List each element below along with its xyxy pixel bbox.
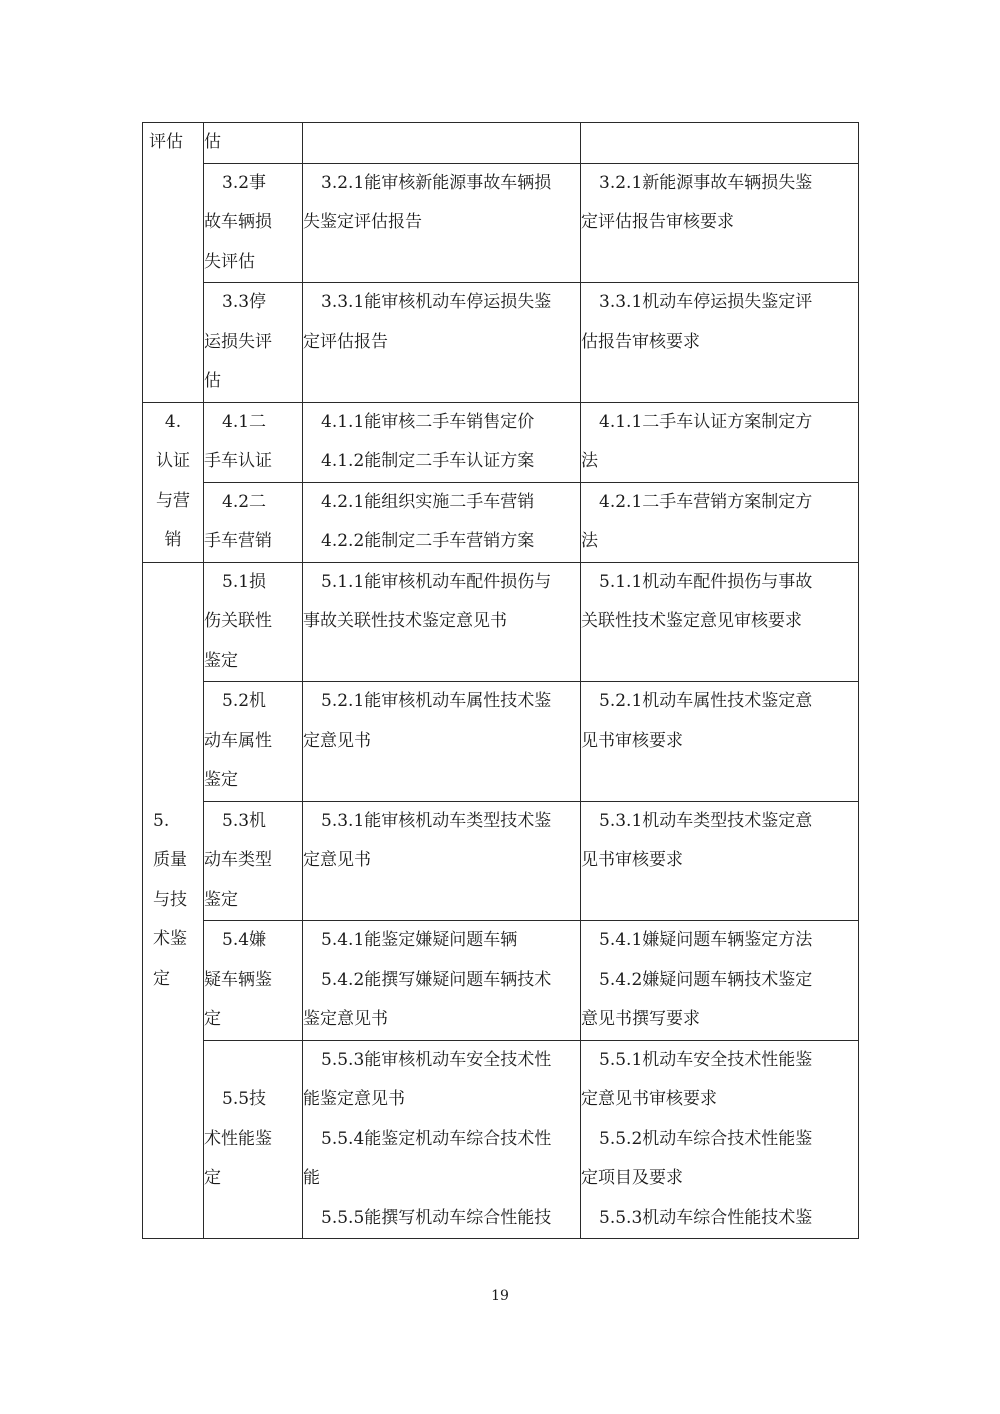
table-row <box>143 921 859 1041</box>
category-text: 认证 <box>156 451 190 471</box>
page-number: 19 <box>491 1288 509 1304</box>
unit-text: 运损失评 <box>204 331 272 352</box>
category-cell <box>143 123 204 403</box>
category-text: 销 <box>164 530 182 550</box>
ability-text: 定意见书 <box>303 730 371 751</box>
unit-text: 3.3停 <box>222 292 267 312</box>
unit-text: 4.2二 <box>222 491 267 512</box>
knowledge-cell <box>581 921 859 1041</box>
table-row <box>143 482 859 562</box>
knowledge-cell <box>581 682 859 802</box>
unit-cell <box>204 123 303 164</box>
unit-text: 疑车辆鉴 <box>204 969 272 990</box>
unit-cell <box>204 682 303 802</box>
table-row <box>143 163 859 283</box>
ability-text: 能鉴定意见书 <box>303 1089 405 1109</box>
ability-cell <box>303 402 581 482</box>
unit-text: 5.1损 <box>222 571 267 592</box>
unit-text: 鉴定 <box>204 650 238 671</box>
knowledge-text: 见书审核要求 <box>581 850 683 870</box>
ability-text: 4.2.2能制定二手车营销方案 <box>321 531 535 551</box>
category-text: 定 <box>153 968 170 989</box>
category-text: 与技 <box>153 889 187 910</box>
knowledge-cell <box>581 801 859 921</box>
knowledge-text: 5.5.1机动车安全技术性能鉴 <box>599 1049 813 1070</box>
unit-text: 估 <box>204 132 221 152</box>
ability-text: 定意见书 <box>303 850 371 870</box>
unit-text: 5.4嫌 <box>222 930 267 950</box>
knowledge-cell <box>581 163 859 283</box>
knowledge-text: 5.1.1机动车配件损伤与事故 <box>599 571 813 592</box>
ability-text: 鉴定意见书 <box>303 1009 388 1029</box>
ability-cell <box>303 682 581 802</box>
knowledge-cell <box>581 402 859 482</box>
knowledge-text: 意见书撰写要求 <box>581 1009 700 1029</box>
table-row <box>143 283 859 403</box>
table-row <box>143 123 859 164</box>
ability-text: 3.3.1能审核机动车停运损失鉴 <box>321 292 552 312</box>
knowledge-text: 5.2.1机动车属性技术鉴定意 <box>599 691 813 711</box>
knowledge-text: 5.3.1机动车类型技术鉴定意 <box>599 810 813 831</box>
ability-text: 5.3.1能审核机动车类型技术鉴 <box>321 810 552 831</box>
category-text: 与营 <box>156 490 190 511</box>
unit-cell <box>204 1040 303 1239</box>
unit-text: 故车辆损 <box>204 212 272 232</box>
unit-cell <box>204 482 303 562</box>
unit-text: 鉴定 <box>204 770 238 790</box>
table-row <box>143 801 859 921</box>
knowledge-cell <box>581 562 859 682</box>
unit-text: 动车属性 <box>204 730 272 751</box>
knowledge-cell <box>581 482 859 562</box>
unit-cell <box>204 921 303 1041</box>
knowledge-text: 5.4.2嫌疑问题车辆技术鉴定 <box>599 969 813 990</box>
knowledge-text: 4.2.1二手车营销方案制定方 <box>599 491 813 512</box>
ability-text: 失鉴定评估报告 <box>303 212 422 232</box>
knowledge-text: 5.5.3机动车综合性能技术鉴 <box>599 1207 813 1228</box>
unit-text: 5.3机 <box>222 810 267 831</box>
ability-cell <box>303 562 581 682</box>
table-row <box>143 1040 859 1239</box>
ability-text: 定评估报告 <box>303 331 388 352</box>
unit-cell <box>204 801 303 921</box>
unit-text: 手车认证 <box>204 451 272 471</box>
unit-text: 失评估 <box>204 251 255 272</box>
unit-cell <box>204 163 303 283</box>
ability-text: 能 <box>303 1168 320 1188</box>
knowledge-text: 4.1.1二手车认证方案制定方 <box>599 411 813 432</box>
knowledge-cell <box>581 123 859 164</box>
ability-text: 5.5.4能鉴定机动车综合技术性 <box>321 1128 552 1149</box>
unit-text: 定 <box>204 1009 221 1029</box>
knowledge-text: 关联性技术鉴定意见审核要求 <box>581 611 802 631</box>
knowledge-cell <box>581 1040 859 1239</box>
category-text: 5. <box>153 810 170 831</box>
unit-text: 定 <box>204 1168 221 1188</box>
knowledge-text: 估报告审核要求 <box>581 331 700 352</box>
ability-text: 4.1.2能制定二手车认证方案 <box>321 451 535 471</box>
ability-text: 4.2.1能组织实施二手车营销 <box>321 491 535 512</box>
category-cell <box>143 402 204 562</box>
competency-table <box>142 122 859 1239</box>
ability-text: 5.1.1能审核机动车配件损伤与 <box>321 571 552 592</box>
ability-text: 事故关联性技术鉴定意见书 <box>303 611 507 631</box>
unit-text: 鉴定 <box>204 889 238 910</box>
knowledge-text: 5.5.2机动车综合技术性能鉴 <box>599 1128 813 1149</box>
unit-text: 伤关联性 <box>204 611 272 631</box>
ability-text: 5.4.1能鉴定嫌疑问题车辆 <box>321 930 518 950</box>
ability-cell <box>303 123 581 164</box>
category-text: 质量 <box>153 850 187 870</box>
unit-text: 5.5技 <box>222 1089 267 1109</box>
knowledge-text: 定意见书审核要求 <box>581 1089 717 1109</box>
knowledge-text: 定项目及要求 <box>581 1168 683 1188</box>
unit-cell <box>204 562 303 682</box>
ability-cell <box>303 482 581 562</box>
category-text: 术鉴 <box>153 929 187 949</box>
table-row <box>143 402 859 482</box>
unit-text: 5.2机 <box>222 691 267 711</box>
knowledge-text: 定评估报告审核要求 <box>581 212 734 232</box>
ability-cell <box>303 163 581 283</box>
knowledge-text: 3.3.1机动车停运损失鉴定评 <box>599 292 813 312</box>
table-row <box>143 682 859 802</box>
ability-text: 3.2.1能审核新能源事故车辆损 <box>321 172 552 193</box>
unit-text: 估 <box>204 371 221 391</box>
category-text: 评估 <box>149 132 183 152</box>
category-text: 4. <box>164 411 182 432</box>
unit-text: 动车类型 <box>204 850 272 870</box>
knowledge-cell <box>581 283 859 403</box>
knowledge-text: 见书审核要求 <box>581 730 683 751</box>
unit-text: 手车营销 <box>204 531 272 551</box>
ability-text: 4.1.1能审核二手车销售定价 <box>321 411 535 432</box>
category-cell <box>143 562 204 1239</box>
unit-text: 3.2事 <box>222 172 267 193</box>
unit-text: 术性能鉴 <box>204 1128 272 1149</box>
unit-cell <box>204 283 303 403</box>
knowledge-text: 法 <box>581 531 598 551</box>
ability-cell <box>303 283 581 403</box>
ability-text: 5.5.3能审核机动车安全技术性 <box>321 1049 552 1070</box>
unit-text: 4.1二 <box>222 411 267 432</box>
ability-text: 5.2.1能审核机动车属性技术鉴 <box>321 691 552 711</box>
knowledge-text: 5.4.1嫌疑问题车辆鉴定方法 <box>599 930 813 950</box>
ability-cell <box>303 921 581 1041</box>
ability-text: 5.4.2能撰写嫌疑问题车辆技术 <box>321 969 552 990</box>
knowledge-text: 法 <box>581 451 598 471</box>
table-row <box>143 562 859 682</box>
unit-cell <box>204 402 303 482</box>
ability-cell <box>303 801 581 921</box>
ability-cell <box>303 1040 581 1239</box>
knowledge-text: 3.2.1新能源事故车辆损失鉴 <box>599 172 813 193</box>
ability-text: 5.5.5能撰写机动车综合性能技 <box>321 1207 552 1228</box>
